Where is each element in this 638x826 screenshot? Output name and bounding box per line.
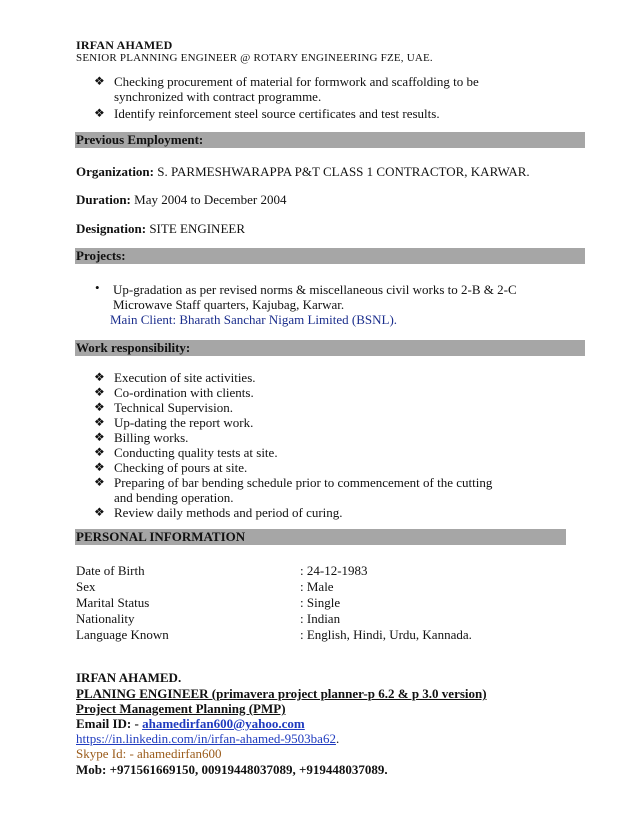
- section-heading-label: PERSONAL INFORMATION: [76, 529, 246, 544]
- duration-label: Duration:: [76, 192, 131, 207]
- section-heading-previous-employment: [75, 132, 585, 148]
- linkedin-row: [76, 731, 339, 746]
- round-bullet-icon: •: [95, 280, 100, 295]
- organization-label: Organization:: [76, 164, 154, 179]
- list-item: Preparing of bar bending schedule prior to commencement of the cutting: [114, 475, 493, 490]
- personal-value: : Single: [300, 595, 341, 610]
- resume-name-header: IRFAN AHAMED: [76, 38, 173, 52]
- footer-name: IRFAN AHAMED.: [76, 670, 182, 685]
- section-heading-label: Projects:: [76, 248, 126, 263]
- personal-label: Nationality: [76, 611, 135, 626]
- diamond-bullet-icon: ❖: [94, 505, 105, 519]
- project-line-1: Up-gradation as per revised norms & miscellaneous civil works to 2-B & 2-C: [113, 282, 517, 297]
- section-heading-personal-information: [75, 529, 566, 545]
- list-item: Technical Supervision.: [114, 400, 233, 415]
- duration-value: May 2004 to December 2004: [134, 192, 287, 207]
- list-item: Up-dating the report work.: [114, 415, 254, 430]
- linkedin-suffix: .: [335, 731, 340, 746]
- organization-value: S. PARMESHWARAPPA P&T CLASS 1 CONTRACTOR, KARWAR.: [157, 164, 530, 179]
- diamond-bullet-icon: ❖: [94, 445, 105, 459]
- section-heading-label: Previous Employment:: [76, 132, 204, 147]
- diamond-bullet-icon: ❖: [94, 74, 105, 88]
- personal-value: : 24-12-1983: [300, 563, 368, 578]
- list-item: synchronized with contract programme.: [114, 89, 322, 104]
- diamond-bullet-icon: ❖: [94, 460, 105, 474]
- list-item: Billing works.: [114, 430, 189, 445]
- list-item: Co-ordination with clients.: [114, 385, 254, 400]
- list-item: Execution of site activities.: [114, 370, 256, 385]
- personal-label: Language Known: [76, 627, 169, 642]
- personal-value: : English, Hindi, Urdu, Kannada.: [300, 627, 472, 642]
- email-row: [76, 716, 305, 731]
- list-item: Checking procurement of material for formwork and scaffolding to be: [114, 74, 479, 89]
- mobile-numbers: Mob: +971561669150, 00919448037089, +919448037089.: [76, 762, 388, 777]
- diamond-bullet-icon: ❖: [94, 415, 105, 429]
- list-item: Identify reinforcement steel source certificates and test results.: [114, 106, 440, 121]
- project-main-client: Main Client: Bharath Sanchar Nigam Limited (BSNL).: [110, 312, 398, 327]
- current-role: SENIOR PLANNING ENGINEER @ ROTARY ENGINEERING FZE, UAE.: [76, 52, 433, 64]
- designation-row: [76, 221, 245, 236]
- personal-value: : Indian: [300, 611, 341, 626]
- footer-pmp: Project Management Planning (PMP): [76, 701, 286, 716]
- designation-label: Designation:: [76, 221, 147, 236]
- section-heading-label: Work responsibility:: [76, 340, 191, 355]
- linkedin-link[interactable]: https://in.linkedin.com/in/irfan-ahamed-9503ba62: [76, 731, 336, 746]
- diamond-bullet-icon: ❖: [94, 430, 105, 444]
- personal-label: Date of Birth: [76, 563, 145, 578]
- list-item: Checking of pours at site.: [114, 460, 248, 475]
- email-label: Email ID: -: [76, 716, 143, 731]
- list-item: Conducting quality tests at site.: [114, 445, 278, 460]
- list-item: Review daily methods and period of curing.: [114, 505, 343, 520]
- personal-label: Sex: [76, 579, 96, 594]
- personal-label: Marital Status: [76, 595, 150, 610]
- list-item: and bending operation.: [114, 490, 234, 505]
- duration-row: [76, 192, 287, 207]
- project-line-2: Microwave Staff quarters, Kajubag, Karwar.: [113, 297, 345, 312]
- organization-row: [76, 164, 530, 179]
- diamond-bullet-icon: ❖: [94, 400, 105, 414]
- diamond-bullet-icon: ❖: [94, 106, 105, 120]
- designation-value: SITE ENGINEER: [149, 221, 245, 236]
- diamond-bullet-icon: ❖: [94, 475, 105, 489]
- diamond-bullet-icon: ❖: [94, 385, 105, 399]
- skype-id: Skype Id: - ahamedirfan600: [76, 746, 222, 761]
- email-link[interactable]: ahamedirfan600@yahoo.com: [142, 716, 305, 731]
- personal-value: : Male: [300, 579, 334, 594]
- diamond-bullet-icon: ❖: [94, 370, 105, 384]
- footer-title: PLANING ENGINEER (primavera project planner-p 6.2 & p 3.0 version): [76, 686, 487, 701]
- section-heading-projects: [75, 248, 585, 264]
- section-heading-work-responsibility: [75, 340, 585, 356]
